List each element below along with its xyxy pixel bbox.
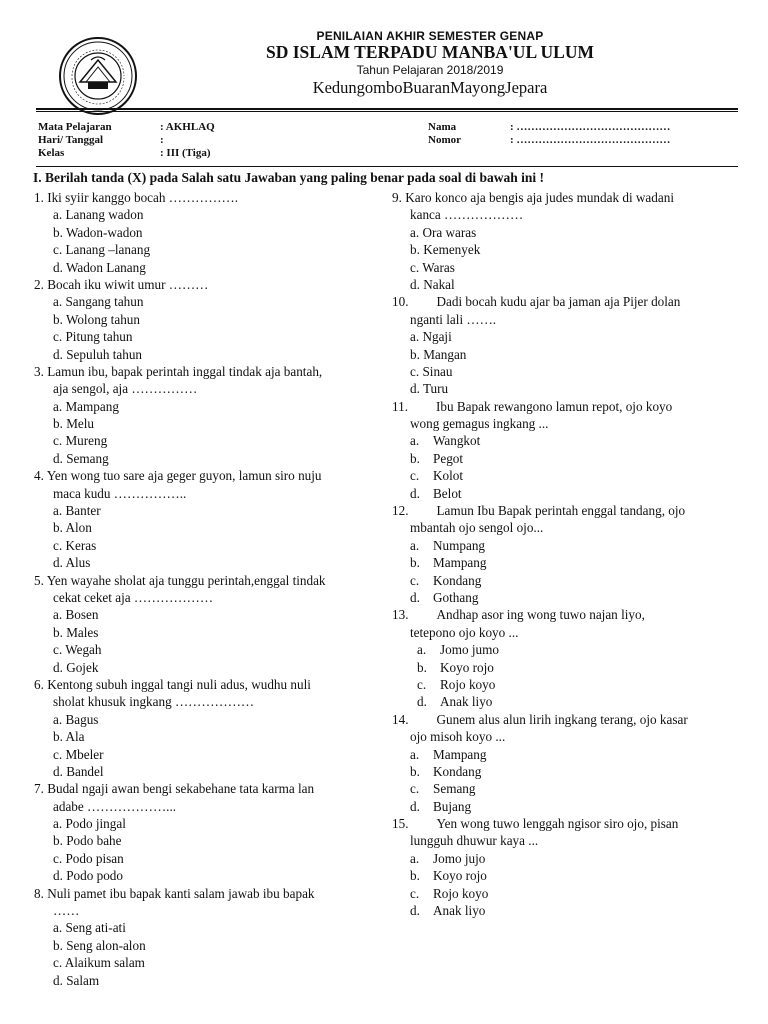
question-text <box>34 189 374 206</box>
question-text <box>392 293 732 310</box>
question-line: …… <box>53 903 80 919</box>
question-line: kanca ……………… <box>410 207 524 223</box>
answer-option[interactable] <box>392 572 732 589</box>
student-values <box>510 121 670 147</box>
option-letter: d. <box>410 903 420 919</box>
academic-year: Tahun Pelajaran 2018/2019 <box>356 63 504 77</box>
option-letter: d. <box>410 589 420 605</box>
subject-label: Mata Pelajaran <box>38 121 112 133</box>
answer-option[interactable]: c. Alaikum salam <box>53 955 145 971</box>
answer-option[interactable]: b. Mangan <box>410 346 467 362</box>
question-line: mbantah ojo sengol ojo... <box>410 520 544 536</box>
answer-option[interactable]: b. Seng alon-alon <box>53 937 146 953</box>
header-divider-thin <box>36 111 738 112</box>
option-letter: d. <box>410 485 420 501</box>
answer-option[interactable]: d. Sepuluh tahun <box>53 346 143 362</box>
question-line: adabe ………………... <box>53 798 177 814</box>
school-name: SD ISLAM TERPADU MANBA'UL ULUM <box>266 42 594 62</box>
question-line: sholat khusuk ingkang ……………… <box>53 694 255 710</box>
date-label: Hari/ Tanggal <box>38 134 104 146</box>
answer-option[interactable]: d. Podo podo <box>53 868 123 884</box>
answer-option[interactable]: b. Wadon-wadon <box>53 224 143 240</box>
question-item <box>34 467 374 571</box>
option-letter: a. <box>410 746 420 762</box>
question-number: 13. <box>392 607 409 623</box>
answer-option[interactable] <box>392 780 732 797</box>
question-item <box>34 572 374 676</box>
subject-value: : AKHLAQ <box>160 121 215 133</box>
question-text <box>34 676 374 693</box>
question-item <box>392 398 732 502</box>
answer-option[interactable] <box>392 485 732 502</box>
question-text-cont <box>392 206 732 223</box>
student-labels <box>428 121 461 147</box>
option-text: Rojo koyo <box>433 885 489 901</box>
option-letter: c. <box>410 468 420 484</box>
question-text-cont <box>34 693 374 710</box>
question-number: 8. <box>34 885 44 901</box>
option-letter: c. <box>410 781 420 797</box>
answer-option[interactable]: a. Banter <box>53 503 101 519</box>
question-text-cont <box>34 798 374 815</box>
question-text <box>34 885 374 902</box>
school-logo <box>58 36 138 116</box>
question-text-cont <box>392 311 732 328</box>
question-item <box>392 502 732 606</box>
header-divider <box>36 108 738 110</box>
answer-option[interactable] <box>392 867 732 884</box>
question-text <box>34 363 374 380</box>
option-text: Semang <box>433 781 476 797</box>
question-text-cont <box>34 589 374 606</box>
answer-option[interactable]: d. Semang <box>53 450 109 466</box>
option-text: Numpang <box>433 537 486 553</box>
answer-option[interactable]: b. Melu <box>53 416 95 432</box>
question-text-cont <box>392 519 732 536</box>
option-text: Gothang <box>433 589 479 605</box>
answer-option[interactable] <box>392 885 732 902</box>
question-line: lungguh dhuwur kaya ... <box>410 833 539 849</box>
question-line: Karo konco aja bengis aja judes mundak di wadani <box>405 190 674 205</box>
answer-option[interactable] <box>392 450 732 467</box>
answer-option[interactable]: d. Alus <box>53 555 91 571</box>
question-number: 15. <box>392 816 409 832</box>
info-divider <box>36 166 738 167</box>
question-line: Dadi bocah kudu ajar ba jaman aja Pijer dolan <box>436 294 681 310</box>
question-text <box>34 572 374 589</box>
answer-option[interactable]: a. Bagus <box>53 711 99 727</box>
answer-option[interactable] <box>392 554 732 571</box>
answer-option[interactable] <box>392 467 732 484</box>
question-item <box>34 363 374 467</box>
answer-option[interactable]: c. Mbeler <box>53 746 104 762</box>
questions-left-column <box>34 189 374 989</box>
question-line: ojo misoh koyo ... <box>410 729 506 745</box>
question-text <box>392 189 732 206</box>
question-item <box>34 676 374 780</box>
question-number: 7. <box>34 781 44 797</box>
option-letter: a. <box>417 642 427 658</box>
option-letter: c. <box>417 676 427 692</box>
answer-option[interactable] <box>392 850 732 867</box>
question-item <box>392 711 732 815</box>
question-text <box>34 780 374 797</box>
option-letter: b. <box>410 868 420 884</box>
question-line: Gunem alus alun lirih ingkang terang, ojo kasar <box>436 711 688 727</box>
question-line: Kentong subuh inggal tangi nuli adus, wudhu nuli <box>47 676 311 692</box>
name-field[interactable]: : …………………………………… <box>510 121 671 133</box>
question-line: Iki syiir kanggo bocah ……………. <box>47 190 239 205</box>
answer-option[interactable]: c. Lanang –lanang <box>53 242 151 258</box>
question-number: 3. <box>34 363 44 379</box>
question-item <box>34 885 374 989</box>
option-text: Anak liyo <box>440 694 493 710</box>
question-item <box>392 815 732 919</box>
answer-option[interactable]: a. Ora waras <box>410 224 477 240</box>
option-letter: d. <box>417 694 427 710</box>
answer-option[interactable] <box>392 659 732 676</box>
info-values <box>160 121 215 160</box>
question-line: Nuli pamet ibu bapak kanti salam jawab ibu bapak <box>47 885 315 901</box>
question-line: Yen wong tuwo lenggah ngisor siro ojo, pisan <box>436 816 679 832</box>
question-text <box>392 815 732 832</box>
answer-option[interactable]: b. Podo bahe <box>53 833 122 849</box>
question-line: Lamun ibu, bapak perintah inggal tindak aja bantah, <box>47 363 323 379</box>
answer-option[interactable]: a. Mampang <box>53 398 119 414</box>
question-line: nganti lali ……. <box>410 311 497 327</box>
question-number: 11. <box>392 398 408 414</box>
option-letter: c. <box>410 885 420 901</box>
answer-option[interactable]: d. Nakal <box>410 276 455 292</box>
questions-right-column <box>392 189 732 919</box>
question-text-cont <box>392 624 732 641</box>
option-letter: a. <box>410 537 420 553</box>
answer-option[interactable] <box>392 537 732 554</box>
answer-option[interactable]: a. Sangang tahun <box>53 294 144 310</box>
option-text: Mampang <box>433 746 487 762</box>
option-text: Mampang <box>433 555 487 571</box>
question-text-cont <box>392 832 732 849</box>
question-item <box>34 276 374 363</box>
name-label: Nama <box>428 121 457 133</box>
answer-option[interactable]: b. Alon <box>53 520 92 536</box>
option-text: Jomo jumo <box>440 642 499 658</box>
option-text: Kolot <box>433 468 464 484</box>
answer-option[interactable]: b. Wolong tahun <box>53 311 140 327</box>
question-line: Yen wayahe sholat aja tunggu perintah,enggal tindak <box>46 572 326 588</box>
question-text <box>34 467 374 484</box>
question-item <box>392 606 732 710</box>
question-text <box>392 606 732 623</box>
answer-option[interactable]: c. Waras <box>410 259 455 275</box>
question-text <box>392 502 732 519</box>
option-letter: b. <box>417 659 427 675</box>
option-text: Kondang <box>433 572 482 588</box>
option-text: Anak liyo <box>433 903 486 919</box>
question-text <box>392 711 732 728</box>
answer-option[interactable]: c. Podo pisan <box>53 850 124 866</box>
option-letter: c. <box>410 572 420 588</box>
option-text: Wangkot <box>433 433 481 449</box>
answer-option[interactable]: c. Wegah <box>53 642 102 658</box>
answer-option[interactable]: c. Sinau <box>410 363 453 379</box>
question-line: Yen wong tuo sare aja geger guyon, lamun siro nuju <box>46 468 322 484</box>
question-text-cont <box>392 728 732 745</box>
answer-option[interactable] <box>392 798 732 815</box>
answer-option[interactable]: c. Pitung tahun <box>53 329 133 345</box>
question-number: 4. <box>34 468 44 484</box>
question-line: maca kudu …………….. <box>53 485 187 501</box>
answer-option[interactable]: d. Turu <box>410 381 449 397</box>
question-line: wong gemagus ingkang ... <box>410 416 549 432</box>
date-value: : <box>160 134 164 146</box>
info-labels <box>38 121 112 160</box>
answer-option[interactable] <box>392 589 732 606</box>
question-line: tetepono ojo koyo ... <box>410 624 519 640</box>
question-number: 9. <box>392 190 402 205</box>
answer-option[interactable]: b. Ala <box>53 729 85 745</box>
question-number: 10. <box>392 294 409 310</box>
option-letter: a. <box>410 850 420 866</box>
answer-option[interactable]: a. Ngaji <box>410 329 452 345</box>
answer-option[interactable]: a. Seng ati-ati <box>53 920 126 936</box>
question-text-cont <box>34 380 374 397</box>
question-item <box>34 780 374 884</box>
answer-option[interactable] <box>392 746 732 763</box>
option-letter: a. <box>410 433 420 449</box>
question-item <box>34 189 374 276</box>
exam-title: PENILAIAN AKHIR SEMESTER GENAP <box>316 29 544 43</box>
answer-option[interactable]: a. Bosen <box>53 607 99 623</box>
option-text: Pegot <box>433 450 464 466</box>
answer-option[interactable]: d. Salam <box>53 972 100 988</box>
question-text-cont <box>392 415 732 432</box>
answer-option[interactable] <box>392 676 732 693</box>
answer-option[interactable] <box>392 763 732 780</box>
answer-option[interactable]: c. Mureng <box>53 433 108 449</box>
question-item <box>392 189 732 293</box>
question-number: 6. <box>34 676 44 692</box>
answer-option[interactable]: d. Bandel <box>53 763 104 779</box>
question-number: 2. <box>34 276 44 292</box>
answer-option[interactable]: c. Keras <box>53 537 97 553</box>
question-text <box>392 398 732 415</box>
option-text: Koyo rojo <box>433 868 487 884</box>
option-letter: d. <box>410 798 420 814</box>
class-label: Kelas <box>38 147 65 159</box>
answer-option[interactable] <box>392 641 732 658</box>
question-number: 1. <box>34 190 44 205</box>
answer-option[interactable]: b. Kemenyek <box>410 242 481 258</box>
question-text <box>34 276 374 293</box>
option-letter: b. <box>410 763 420 779</box>
question-line: Budal ngaji awan bengi sekabehane tata karma lan <box>47 781 315 797</box>
answer-option[interactable]: d. Wadon Lanang <box>53 259 146 275</box>
option-text: Belot <box>433 485 462 501</box>
class-value: : III (Tiga) <box>160 147 211 159</box>
question-item <box>392 293 732 397</box>
option-text: Kondang <box>433 763 482 779</box>
number-field[interactable]: : …………………………………… <box>510 134 671 146</box>
option-text: Koyo rojo <box>440 659 494 675</box>
question-line: Bocah iku wiwit umur ……… <box>47 276 209 292</box>
answer-option[interactable] <box>392 693 732 710</box>
option-letter: b. <box>410 450 420 466</box>
answer-option[interactable] <box>392 432 732 449</box>
question-line: Andhap asor ing wong tuwo najan liyo, <box>436 607 645 623</box>
number-label: Nomor <box>428 134 461 146</box>
answer-option[interactable]: b. Males <box>53 624 99 640</box>
question-number: 5. <box>34 572 44 588</box>
question-line: aja sengol, aja …………… <box>53 381 198 397</box>
question-text-cont <box>34 485 374 502</box>
question-line: cekat ceket aja ……………… <box>53 589 214 605</box>
option-letter: b. <box>410 555 420 571</box>
question-line: Lamun Ibu Bapak perintah enggal tandang, ojo <box>436 503 686 519</box>
option-text: Rojo koyo <box>440 676 496 692</box>
question-number: 12. <box>392 503 409 519</box>
option-text: Bujang <box>433 798 472 814</box>
question-line: Ibu Bapak rewangono lamun repot, ojo koyo <box>436 398 673 414</box>
answer-option[interactable]: a. Lanang wadon <box>53 207 144 223</box>
answer-option[interactable]: d. Gojek <box>53 659 99 675</box>
question-text-cont <box>34 902 374 919</box>
school-address: KedungomboBuaranMayongJepara <box>312 78 548 97</box>
option-text: Jomo jujo <box>433 850 486 866</box>
instruction-heading: I. Berilah tanda (X) pada Salah satu Jawaban yang paling benar pada soal di bawah ini ! <box>33 170 545 185</box>
question-number: 14. <box>392 711 409 727</box>
answer-option[interactable]: a. Podo jingal <box>53 816 126 832</box>
answer-option[interactable] <box>392 902 732 919</box>
